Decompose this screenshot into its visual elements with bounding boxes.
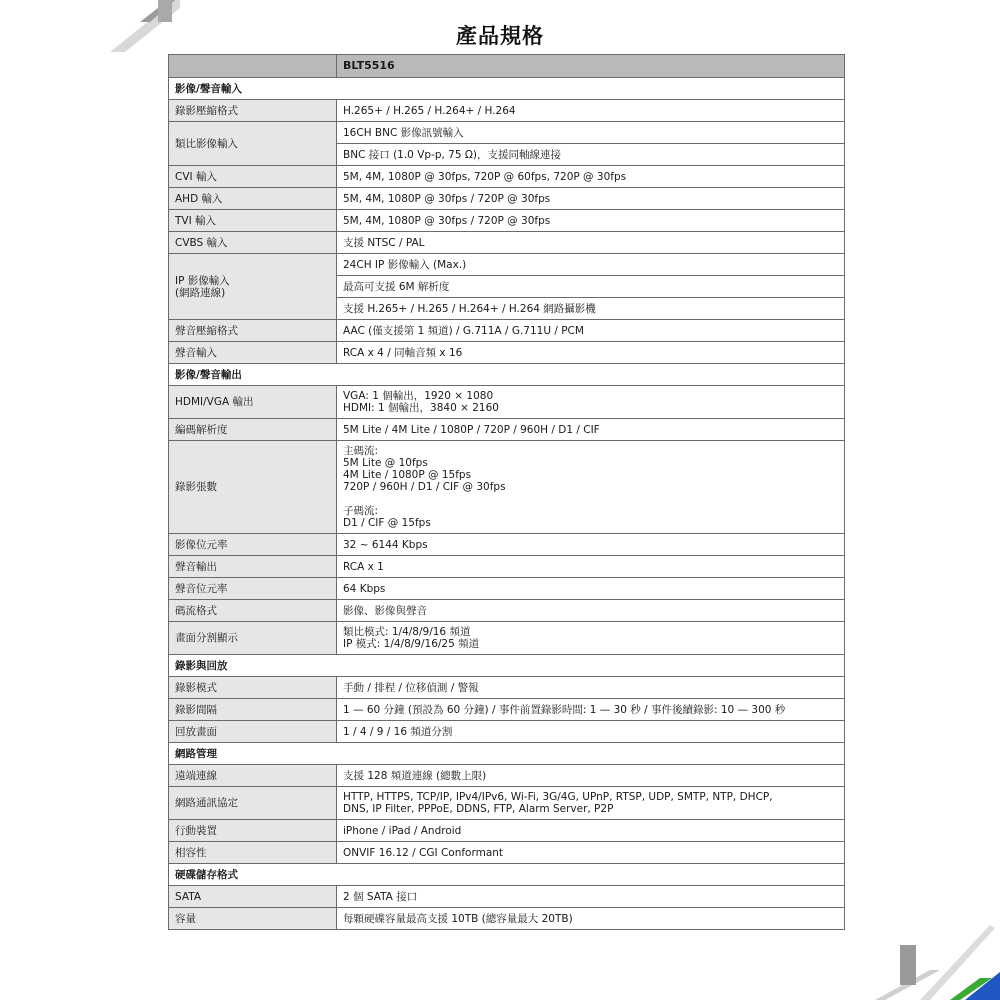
row-value: 5M, 4M, 1080P @ 30fps, 720P @ 60fps, 720P @ 30fps bbox=[337, 166, 845, 188]
row-label: 容量 bbox=[169, 908, 337, 930]
row-value: H.265+ / H.265 / H.264+ / H.264 bbox=[337, 100, 845, 122]
row-label: 畫面分割顯示 bbox=[169, 622, 337, 655]
section-av-input: 影像/聲音輸入 bbox=[169, 78, 845, 100]
row-value: 16CH BNC 影像訊號輸入 bbox=[337, 122, 845, 144]
row-label: AHD 輸入 bbox=[169, 188, 337, 210]
row-value: iPhone / iPad / Android bbox=[337, 820, 845, 842]
row-label: 遠端連線 bbox=[169, 765, 337, 787]
sub-stream-text: 子碼流: D1 / CIF @ 15fps bbox=[343, 505, 431, 529]
row-value: ONVIF 16.12 / CGI Conformant bbox=[337, 842, 845, 864]
row-value: 5M, 4M, 1080P @ 30fps / 720P @ 30fps bbox=[337, 188, 845, 210]
row-label: 聲音輸出 bbox=[169, 556, 337, 578]
row-label: 影像位元率 bbox=[169, 534, 337, 556]
row-label: 回放畫面 bbox=[169, 721, 337, 743]
row-label: TVI 輸入 bbox=[169, 210, 337, 232]
row-value: 1 — 60 分鐘 (預設為 60 分鐘) / 事件前置錄影時間: 1 — 30 秒 / 事件後續錄影: 10 — 300 秒 bbox=[337, 699, 845, 721]
row-label: CVI 輸入 bbox=[169, 166, 337, 188]
row-value bbox=[337, 441, 845, 534]
row-label: 類比影像輸入 bbox=[169, 122, 337, 166]
row-value: 5M, 4M, 1080P @ 30fps / 720P @ 30fps bbox=[337, 210, 845, 232]
row-value: AAC (僅支援第 1 頻道) / G.711A / G.711U / PCM bbox=[337, 320, 845, 342]
row-value: 支援 NTSC / PAL bbox=[337, 232, 845, 254]
row-label: 錄影壓縮格式 bbox=[169, 100, 337, 122]
row-label: 聲音壓縮格式 bbox=[169, 320, 337, 342]
row-label: HDMI/VGA 輸出 bbox=[169, 386, 337, 419]
row-value: 5M Lite / 4M Lite / 1080P / 720P / 960H / D1 / CIF bbox=[337, 419, 845, 441]
row-value: VGA: 1 個輸出，1920 × 1080 HDMI: 1 個輸出，3840 × 2160 bbox=[337, 386, 845, 419]
spec-table bbox=[168, 54, 845, 930]
row-label: 錄影間隔 bbox=[169, 699, 337, 721]
row-value: 類比模式: 1/4/8/9/16 頻道 IP 模式: 1/4/8/9/16/25 頻道 bbox=[337, 622, 845, 655]
row-label: 相容性 bbox=[169, 842, 337, 864]
row-label: 編碼解析度 bbox=[169, 419, 337, 441]
row-value: RCA x 1 bbox=[337, 556, 845, 578]
row-label: 錄影模式 bbox=[169, 677, 337, 699]
section-network: 網路管理 bbox=[169, 743, 845, 765]
row-value: 2 個 SATA 接口 bbox=[337, 886, 845, 908]
row-label: 碼流格式 bbox=[169, 600, 337, 622]
row-value: BNC 接口 (1.0 Vp-p, 75 Ω)，支援同軸線連接 bbox=[337, 144, 845, 166]
row-label: SATA bbox=[169, 886, 337, 908]
main-stream-text: 主碼流: 5M Lite @ 10fps 4M Lite / 1080P @ 15fps 720P / 960H / D1 / CIF @ 30fps bbox=[343, 445, 506, 493]
row-value: 手動 / 排程 / 位移偵測 / 警報 bbox=[337, 677, 845, 699]
model-name: BLT5516 bbox=[337, 55, 845, 78]
row-value: RCA x 4 / 同軸音頻 x 16 bbox=[337, 342, 845, 364]
row-label: CVBS 輸入 bbox=[169, 232, 337, 254]
row-value: 32 ~ 6144 Kbps bbox=[337, 534, 845, 556]
section-av-output: 影像/聲音輸出 bbox=[169, 364, 845, 386]
section-storage: 硬碟儲存格式 bbox=[169, 864, 845, 886]
model-header-row bbox=[169, 55, 845, 78]
row-value: 支援 128 頻道連線 (總數上限) bbox=[337, 765, 845, 787]
row-value: 64 Kbps bbox=[337, 578, 845, 600]
row-label: 聲音位元率 bbox=[169, 578, 337, 600]
row-label: 行動裝置 bbox=[169, 820, 337, 842]
row-value: 1 / 4 / 9 / 16 頻道分割 bbox=[337, 721, 845, 743]
row-value: HTTP, HTTPS, TCP/IP, IPv4/IPv6, Wi-Fi, 3G/4G, UPnP, RTSP, UDP, SMTP, NTP, DHCP, DNS, IP Filter, PPPoE, DDNS, FTP, Alarm Server, P2P bbox=[337, 787, 845, 820]
row-value: 最高可支援 6M 解析度 bbox=[337, 276, 845, 298]
row-label: 錄影張數 bbox=[169, 441, 337, 534]
row-value: 24CH IP 影像輸入 (Max.) bbox=[337, 254, 845, 276]
page-title: 產品規格 bbox=[456, 24, 544, 48]
row-label: 網路通訊協定 bbox=[169, 787, 337, 820]
row-value: 支援 H.265+ / H.265 / H.264+ / H.264 網路攝影機 bbox=[337, 298, 845, 320]
section-record-playback: 錄影與回放 bbox=[169, 655, 845, 677]
row-value: 影像、影像與聲音 bbox=[337, 600, 845, 622]
row-label: IP 影像輸入 (網路連線) bbox=[169, 254, 337, 320]
row-label: 聲音輸入 bbox=[169, 342, 337, 364]
row-value: 每顆硬碟容量最高支援 10TB (總容量最大 20TB) bbox=[337, 908, 845, 930]
